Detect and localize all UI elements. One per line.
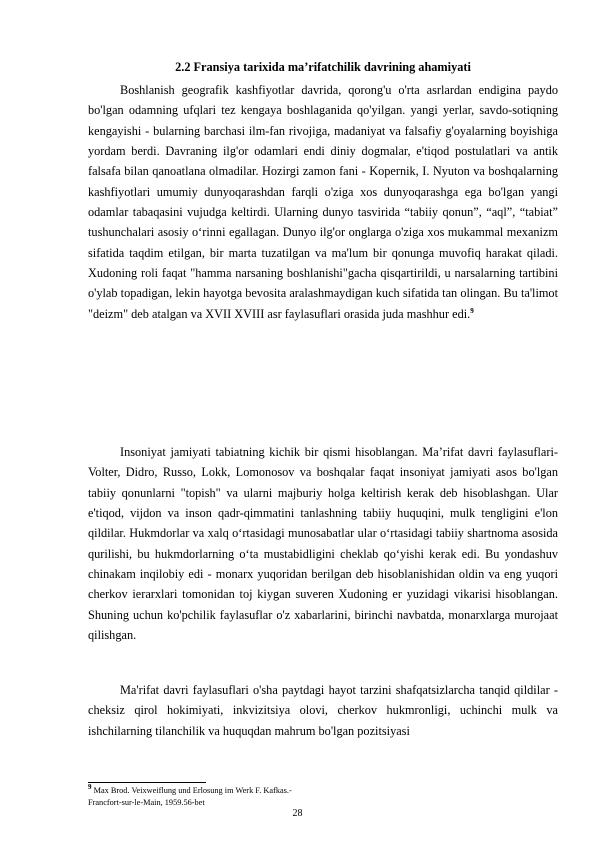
paragraph-1 (88, 80, 558, 324)
section-heading: 2.2 Fransiya tarixida ma’rifatchilik davrining ahamiyati (175, 60, 471, 74)
footnote-source: Max Brod. Veixweiflung und Erlosung im Werk F. Kafkas.- (93, 786, 292, 795)
footnote-marker: 9 (88, 783, 92, 792)
footnote-line-2: Francfort-sur-le-Main, 1959.56-bet (88, 797, 205, 807)
page-number: 28 (292, 808, 303, 819)
footnote-reference[interactable]: 9 (470, 306, 474, 315)
footnote (88, 785, 558, 808)
footnote-line-1 (88, 785, 558, 797)
footnote-divider (88, 782, 206, 783)
paragraph-3: Ma'rifat davri faylasuflari o'sha paytdagi hayot tarzini shafqatsizlarcha tanqid qildilar - cheksiz qirol hokimiyati, inkvizitsiya olovi, cherkov hukmronligi, uchinchi mulk va ishchilarning tilanchilik va huquqdan mahrum bo'lgan pozitsiyasi (88, 683, 558, 738)
paragraph-2: Insoniyat jamiyati tabiatning kichik bir qismi hisoblangan. Ma’rifat davri faylasuflari- Volter, Didro, Russo, Lokk, Lomonosov va boshqalar faqat insoniyat jamiyati asos bo'lgan tabiiy qonunlarni "topish" va ularni majburiy holga keltirish kerak deb hisoblashgan. Ular e'tiqod, vijdon va inson qadr-qimmatini tanlashning tabiiy huquqini, mulk tengligini e'lon qildilar. Hukmdorlar va xalq o‘rtasidagi munosabatlar ular o‘rtasidagi tabiiy shartnoma asosida qurilishi, bu hukmdorlarning o‘ta mustabidligini cheklab qo‘yishi kerak edi. Bu yondashuv chinakam inqilobiy edi - monarx yuqoridan berilgan deb hisoblanishidan oldin va eng yuqori cherkov ierarxlari tomonidan toj kiygan suveren Xudoning er yuzidagi vikarisi hisoblangan. Shuning uchun ko'pchilik faylasuflar o'z xabarlarini, birinchi navbatda, monarxlarga murojaat qilishgan. (88, 445, 558, 643)
paragraph-1-text: Boshlanish geografik kashfiyotlar davrida, qorong'u o'rta asrlardan endigina paydo bo'lgan odamning ufqlari tez kengaya boshlaganida qo'yilgan. yangi yerlar, savdo-sotiqning kengayishi - bularning barchasi ilm-fan rivojiga, madaniyat va falsafiy g'oyalarning boyishiga yordam berdi. Davraning ilg'or odamlari endi diniy dogmalar, e'tiqod postulatlari va antik falsafa bilan qanoatlana olmadilar. Hozirgi zamon fani - Kopernik, I. Nyuton va boshqalarning kashfiyotlari umumiy dunyoqarashdan farqli o'ziga xos dunyoqarashga ega bo'lgan yangi odamlar tabaqasini vujudga keltirdi. Ularning dunyo tasvirida “tabiiy qonun”, “aql”, “tabiat” tushunchalari asosiy o‘rinni egallagan. Dunyo ilg'or onglarga o'ziga xos mukammal mexanizm sifatida taqdim etilgan, bir marta tuzatilgan va ma'lum bir qonunga muvofiq harakat qiladi. Xudoning roli faqat "hamma narsaning boshlanishi"gacha qisqartirildi, u narsalarning tartibini o'ylab topadigan, lekin hayotga bevosita aralashmaydigan kuch sifatida tan olingan. Bu ta'limot "deizm" deb atalgan va XVII XVIII asr faylasuflari orasida juda mashhur edi. (88, 83, 558, 321)
